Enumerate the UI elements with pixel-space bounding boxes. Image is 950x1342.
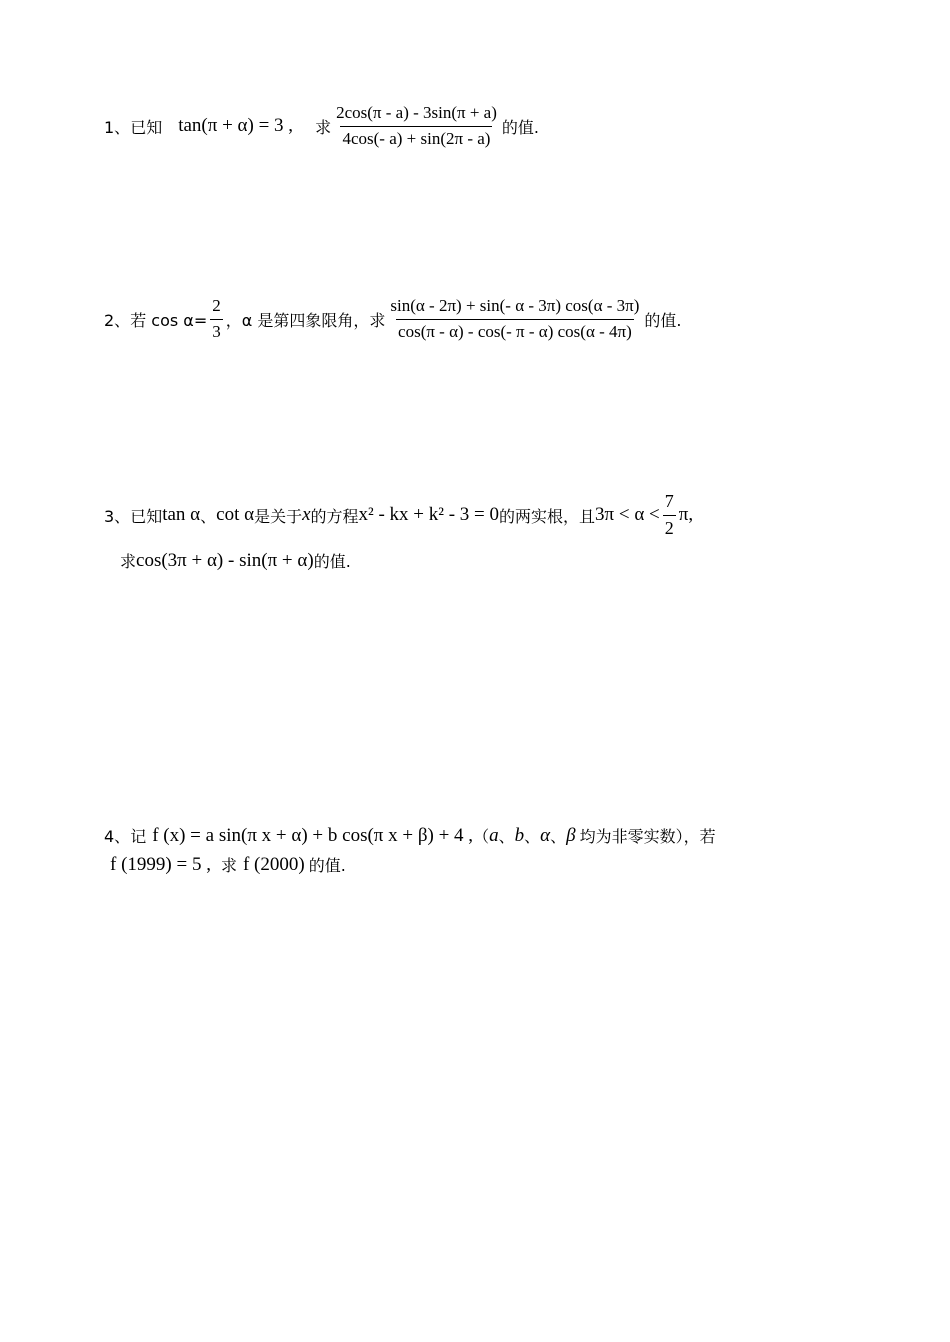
problem-3-cot-alpha: cot α — [216, 504, 255, 526]
problem-1-given-label: 已知 — [130, 117, 163, 137]
problem-1-fraction — [334, 104, 499, 148]
problem-4-ask-label: 求 — [220, 856, 237, 875]
problem-1-given-expr: tan(π + α) = 3 , — [178, 115, 294, 137]
problem-4-label: 记 — [130, 827, 147, 846]
problem-3-equation: x² - kx + k² - 3 = 0 — [358, 504, 500, 526]
problem-3-inequality-left: 3π < α < — [595, 504, 660, 526]
problem-2-given-fraction-numerator: 2 — [212, 296, 221, 315]
problem-4-tail: 的值. — [308, 856, 346, 875]
problem-3-ask-label: 求 — [120, 552, 137, 571]
problem-1-fraction-denominator: 4cos(- a) + sin(2π - a) — [340, 126, 492, 149]
problem-4-sep-2: 、 — [524, 827, 541, 846]
problem-1-fraction-numerator: 2cos(π - a) - 3sin(π + a) — [336, 103, 497, 122]
problem-2-number: 2、 — [104, 310, 131, 330]
problem-3-tan-alpha: tan α — [162, 504, 201, 526]
problem-4-beta: β — [566, 824, 576, 846]
problem-3-line-2 — [120, 549, 351, 572]
problem-3-inequality-fraction — [663, 492, 676, 539]
problem-3-ask-expr: cos(3π + α) - sin(π + α) — [136, 549, 314, 571]
problem-3-text-c: 的方程 — [310, 506, 359, 526]
problem-4-line-2 — [110, 853, 346, 876]
problem-3-inequality-fraction-numerator: 7 — [664, 491, 674, 511]
problem-1-tail: 的值. — [501, 117, 539, 137]
problem-2-fraction — [388, 297, 641, 341]
problem-3-variable: x — [302, 504, 311, 526]
problem-4-a: a — [489, 824, 499, 846]
problem-4-number: 4、 — [104, 827, 131, 846]
problem-3-number: 3、 — [104, 506, 131, 526]
problem-4-alpha: α — [540, 824, 551, 846]
problem-3-separator: 、 — [200, 506, 217, 526]
problem-3-inequality-fraction-denominator: 2 — [663, 515, 676, 539]
problem-3-tail: 的值. — [313, 552, 351, 571]
problem-4-text-b: 均为非零实数），若 — [579, 827, 716, 846]
problem-3-line-1 — [104, 492, 693, 539]
problem-1-number: 1、 — [104, 117, 131, 137]
problem-3-given-label: 已知 — [130, 506, 163, 526]
problem-4-sep-1: 、 — [498, 827, 515, 846]
problem-4-given: f (1999) = 5 , — [110, 853, 211, 875]
problem-1 — [104, 104, 539, 148]
problem-4-paren-open: （ — [473, 827, 490, 846]
problem-2 — [104, 297, 682, 341]
problem-2-condition: ，α 是第四象限角，求 — [225, 310, 386, 330]
problem-2-given-fraction — [210, 297, 223, 341]
problem-2-given-label: 若 cos α= — [130, 310, 208, 330]
problem-3-text-d: 的两实根，且 — [499, 506, 596, 526]
problem-4-sep-3: 、 — [550, 827, 567, 846]
problem-2-given-fraction-denominator: 3 — [210, 319, 223, 342]
problem-4-b: b — [514, 824, 525, 846]
problem-4-function: f (x) = a sin(π x + α) + b cos(π x + β) + 4 , — [152, 824, 474, 846]
problem-2-fraction-numerator: sin(α - 2π) + sin(- α - 3π) cos(α - 3π) — [390, 296, 640, 315]
problem-4-line-1 — [104, 824, 716, 847]
problem-3-text-b: 是关于 — [254, 506, 303, 526]
problem-2-tail: 的值. — [644, 310, 682, 330]
problem-4-ask-expr: f (2000) — [242, 853, 305, 875]
problem-1-ask-label: 求 — [315, 117, 332, 137]
problem-2-fraction-denominator: cos(π - α) - cos(- π - α) cos(α - 4π) — [396, 319, 634, 342]
problem-3-inequality-right: π, — [678, 504, 694, 526]
